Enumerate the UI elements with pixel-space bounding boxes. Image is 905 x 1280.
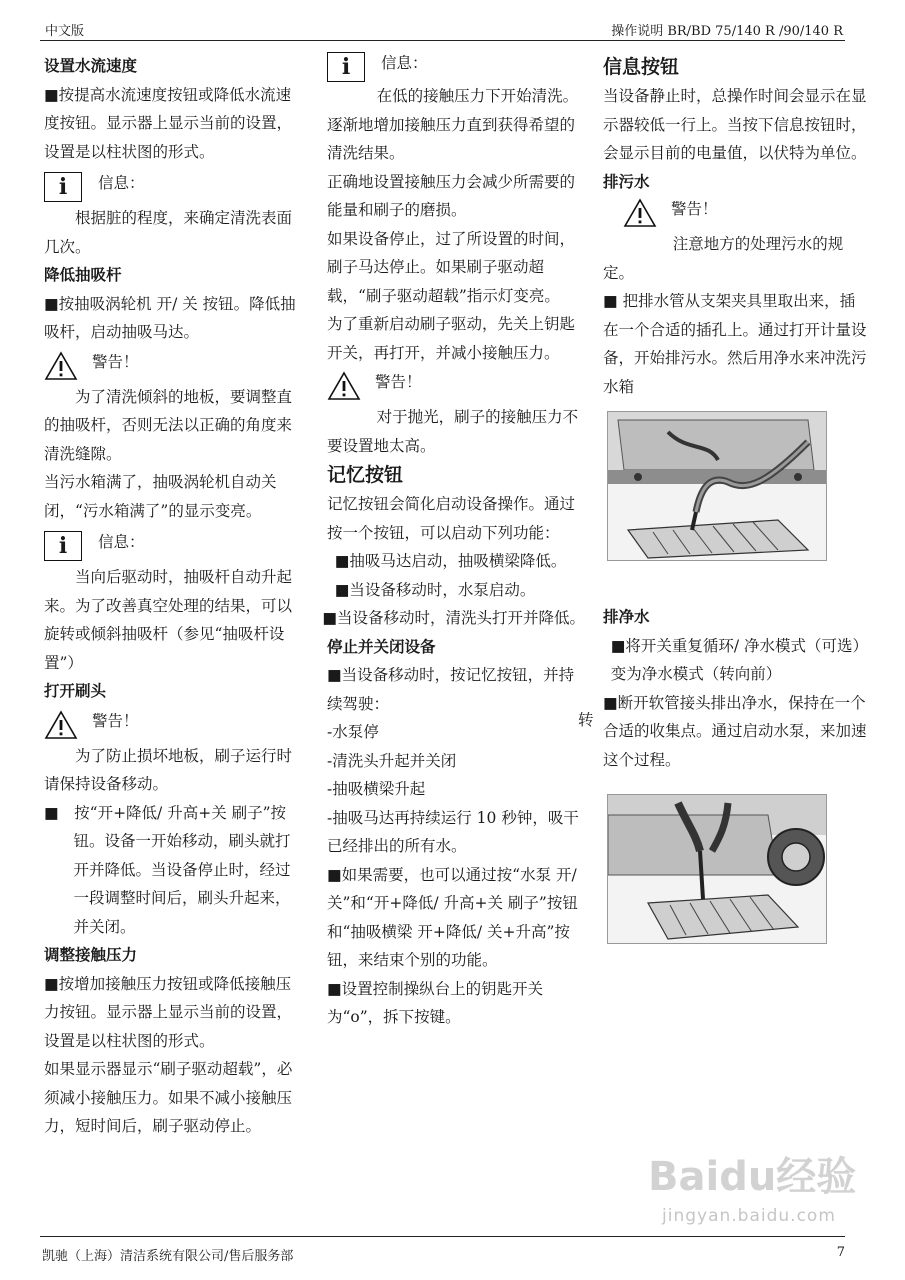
paragraph: ■如果需要，也可以通过按“水泵 开/ 关”和“开+降低/ 升高+关 刷子”按钮和“抽吸横梁 开+降低/ 关+升高”按钮，来结束个别的功能。 [327,865,578,969]
note-label: 警告！ [671,200,718,218]
watermark-brand: Baidu经验 [648,1154,857,1200]
note-label: 警告！ [375,373,422,391]
info-note [44,531,302,563]
baidu-jingyan-watermark [648,1150,868,1230]
paragraph: ■按增加接触压力按钮或降低接触压力按钮。显示器上显示当前的设置，设置是以柱状图的形式。 [44,974,293,1050]
warning-note [44,351,302,383]
header-manual-title: 操作说明 BR/BD 75/140 R /90/140 R [611,24,843,39]
column-right [603,52,868,944]
paragraph: 正确地设置接触压力会减少所需要的能量和刷子的磨损。 [327,172,576,219]
list-item: ■抽吸马达启动，抽吸横梁降低。 [334,552,567,570]
list-item: ■当设备移动时，水泵启动。 [334,580,536,599]
column-middle [322,52,586,1032]
footer-company: 凯驰（上海）清洁系统有限公司/售后服务部 [42,1249,294,1264]
paragraph: 当设备静止时，总操作时间会显示在显示器较低一行上。当按下信息按钮时，会显示目前的电量值，以伏特为单位。 [603,87,867,162]
paragraph: ■按抽吸涡轮机 开/ 关 按钮。降低抽吸杆，启动抽吸马达。 [44,294,296,341]
note-label: 信息： [98,533,145,551]
watermark-url: jingyan.baidu.com [662,1206,836,1226]
list-item: -抽吸马达再持续运行 10 秒钟，吸干已经排出的所有水。 [327,808,579,855]
list-item: ■当设备移动时，清洗头打开并降低。 [322,609,586,627]
paragraph: ■按提高水流速度按钮或降低水流速度按钮。显示器上显示当前的设置，设置是以柱状图的形式。 [44,85,293,161]
paragraph: ■设置控制操纵台上的钥匙开关为“o”，拆下按键。 [327,979,544,1026]
note-label: 警告！ [92,711,139,730]
list-item: -清洗头升起并关闭 [327,751,457,770]
paragraph: ■断开软管接头排出净水，保持在一个合适的收集点。通过启动水泵，来加速这个过程。 [603,693,867,769]
section-title-memory-button: 记忆按钮 [327,464,404,486]
note-text: 为了防止损坏地板，刷子运行时请保持设备移动。 [44,746,293,793]
warning-triangle-icon [327,371,361,401]
paragraph: ■ 把排水管从支架夹具里取出来，插在一个合适的插孔上。通过打开计量设备，开始排污水。然后用净水来冲洗污水箱 [603,292,867,396]
stray-character: 转 [578,711,594,729]
section-title-contact-pressure: 调整接触压力 [44,945,138,964]
paragraph: 为了重新启动刷子驱动，先关上钥匙开关，再打开，并减小接触压力。 [327,315,576,362]
page-footer [40,1236,845,1265]
paragraph: ■ 按“开+降低/ 升高+关 刷子”按钮。设备一开始移动，刷头就打开并降低。当设备停止时，经过一段调整时间后，刷头升起来，并关闭。 [44,803,291,936]
warning-note [44,710,302,742]
paragraph: ■将开关重复循环/ 净水模式（可选）变为净水模式（转向前） [610,636,861,683]
list-item: -水泵停 [327,723,379,741]
paragraph: 当污水箱满了，抽吸涡轮机自动关闭，“污水箱满了”的显示变亮。 [44,473,277,520]
note-text: 为了清洗倾斜的地板，要调整直的抽吸杆，否则无法以正确的角度来清洗缝隙。 [44,387,293,463]
page-header [40,18,845,41]
warning-triangle-icon [623,198,657,228]
warning-note [327,371,585,403]
section-title-open-brush-head: 打开刷头 [44,681,107,700]
section-title-info-button: 信息按钮 [603,56,680,78]
fresh-water-drain-photo [607,794,827,944]
paragraph: 如果设备停止，过了所设置的时间，刷子马达停止。如果刷子驱动超载，“刷子驱动超载”指示灯变亮。 [327,229,576,305]
section-title-drain-fresh-water: 排净水 [603,607,650,626]
note-text: 在低的接触压力下开始清洗。逐渐地增加接触压力直到获得希望的清洗结果。 [327,87,579,162]
column-left [44,52,302,1141]
info-icon: i [44,172,82,202]
info-icon: i [327,52,365,82]
note-label: 警告！ [92,352,139,371]
note-label: 信息： [98,174,145,192]
warning-triangle-icon [44,351,78,381]
info-note [327,52,585,82]
section-title-stop-device: 停止并关闭设备 [327,636,436,656]
baidu-watermark-logo-icon [648,1150,868,1202]
paragraph: 记忆按钮会简化启动设备操作。通过按一个按钮，可以启动下列功能： [327,495,576,542]
paragraph: ■当设备移动时，按记忆按钮，并持续驾驶： [327,666,575,713]
list-item: -抽吸横梁升起 [327,780,426,798]
info-icon: i [44,531,82,561]
note-text: 注意地方的处理污水的规定。 [603,235,844,282]
drain-hose-photo [607,411,827,561]
section-title-water-flow: 设置水流速度 [44,56,138,75]
page-number: 7 [836,1245,845,1260]
note-text: 当向后驱动时，抽吸杆自动升起来。为了改善真空处理的结果，可以旋转或倾斜抽吸杆（参见“抽吸杆设置”） [44,568,293,672]
section-title-lower-squeegee: 降低抽吸杆 [44,265,122,284]
note-text: 对于抛光，刷子的接触压力不要设置地太高。 [327,408,579,455]
note-text: 根据脏的程度，来确定清洗表面几次。 [44,209,293,256]
paragraph: 如果显示器显示“刷子驱动超载”，必须减小接触压力。如果不减小接触压力，短时间后，刷子驱动停止。 [44,1060,293,1135]
header-language: 中文版 [45,24,85,39]
warning-triangle-icon [44,710,78,740]
warning-note [603,198,868,230]
note-label: 信息： [381,54,428,72]
info-note [44,172,302,204]
section-title-drain-dirty-water: 排污水 [603,171,650,191]
